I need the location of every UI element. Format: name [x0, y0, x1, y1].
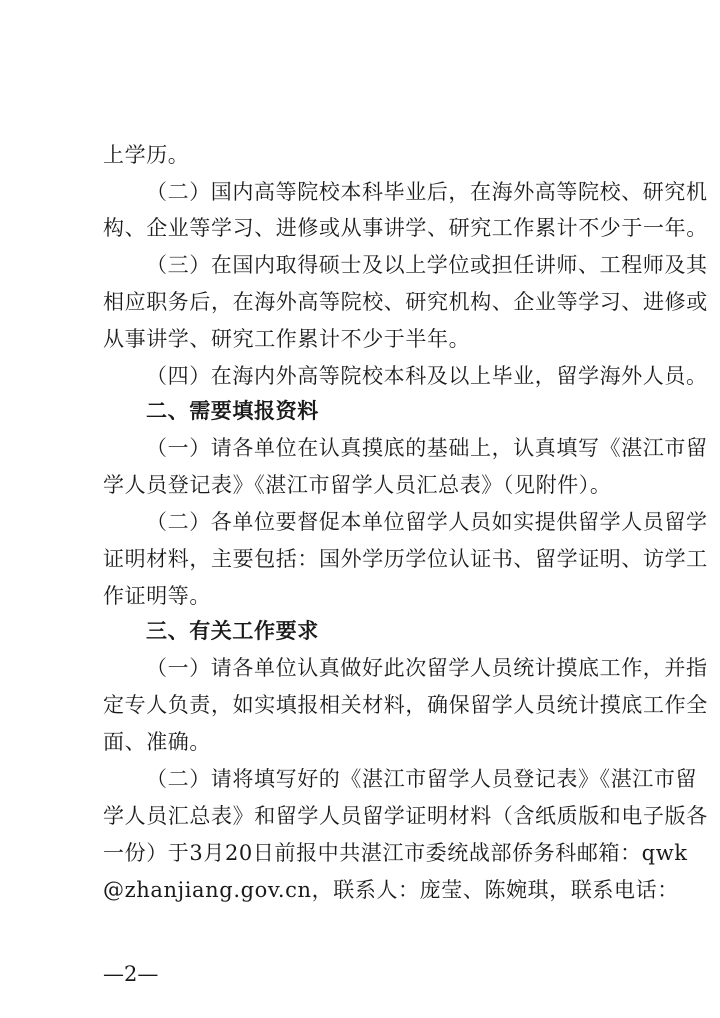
paragraph-line: 面、准确。	[103, 730, 211, 754]
paragraph-line: （四）在海内外高等院校本科及以上毕业，留学海外人员。	[146, 364, 708, 388]
paragraph-line: 学人员登记表》《湛江市留学人员汇总表》（见附件）。	[103, 473, 612, 497]
paragraph-line: 定专人负责，如实填报相关材料，确保留学人员统计摸底工作全	[103, 693, 708, 717]
paragraph-line: 作证明等。	[103, 584, 211, 608]
paragraph-line: 学人员汇总表》和留学人员留学证明材料（含纸质版和电子版各	[103, 804, 708, 828]
paragraph-line: @zhanjiang.gov.cn，联系人：庞莹、陈婉琪，联系电话：	[103, 878, 679, 902]
paragraph-line: 一份）于3月20日前报中共湛江市委统战部侨务科邮箱：qwk	[103, 841, 688, 865]
section-heading: 三、有关工作要求	[146, 619, 319, 643]
paragraph-line: （二）各单位要督促本单位留学人员如实提供留学人员留学	[146, 510, 708, 534]
text-line: 上学历。	[103, 143, 190, 167]
paragraph-line: （二）请将填写好的《湛江市留学人员登记表》《湛江市留	[146, 767, 698, 791]
paragraph-line: 从事讲学、研究工作累计不少于半年。	[103, 327, 471, 351]
section-heading: 二、需要填报资料	[146, 399, 319, 423]
paragraph-line: 相应职务后，在海外高等院校、研究机构、企业等学习、进修或	[103, 290, 708, 314]
page-number: —2—	[103, 962, 159, 986]
paragraph-line: （一）请各单位在认真摸底的基础上，认真填写《湛江市留	[146, 436, 708, 460]
paragraph-line: （二）国内高等院校本科毕业后，在海外高等院校、研究机	[146, 180, 708, 204]
paragraph-line: （三）在国内取得硕士及以上学位或担任讲师、工程师及其	[146, 253, 708, 277]
paragraph-line: 证明材料，主要包括：国外学历学位认证书、留学证明、访学工	[103, 547, 708, 571]
paragraph-line: 构、企业等学习、进修或从事讲学、研究工作累计不少于一年。	[103, 216, 708, 240]
paragraph-line: （一）请各单位认真做好此次留学人员统计摸底工作，并指	[146, 656, 708, 680]
